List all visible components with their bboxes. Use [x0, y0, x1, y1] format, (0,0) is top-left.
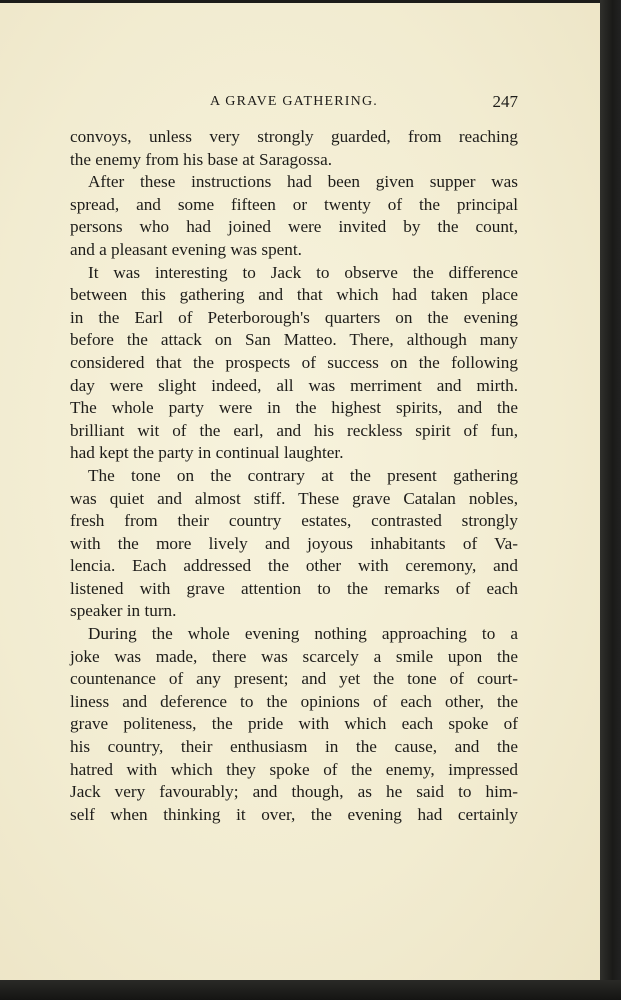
text-line: brilliant wit of the earl, and his reckless spirit of fun,: [70, 420, 518, 440]
text-line: speaker in turn.: [70, 601, 177, 621]
book-page: [0, 3, 600, 980]
text-line: in the Earl of Peterborough's quarters on the evening: [70, 307, 518, 327]
text-line: joke was made, there was scarcely a smile upon the: [70, 646, 518, 666]
text-line: had kept the party in continual laughter.: [70, 443, 344, 463]
text-line: The whole party were in the highest spirits, and the: [70, 398, 518, 418]
book-edge-right: [600, 0, 621, 1000]
text-line: day were slight indeed, all was merriment and mirth.: [70, 375, 518, 395]
text-line: considered that the prospects of success on the following: [70, 352, 518, 372]
text-line: spread, and some fifteen or twenty of the principal: [70, 194, 518, 214]
text-line: hatred with which they spoke of the enemy, impressed: [70, 759, 518, 779]
text-line: countenance of any present; and yet the tone of court-: [70, 669, 518, 689]
text-line: before the attack on San Matteo. There, although many: [70, 330, 518, 350]
text-line: between this gathering and that which had taken place: [70, 285, 518, 305]
text-line: During the whole evening nothing approaching to a: [88, 624, 518, 644]
text-line: self when thinking it over, the evening had certainly: [70, 804, 518, 824]
body-text: [70, 126, 518, 826]
text-line: was quiet and almost stiff. These grave Catalan nobles,: [70, 488, 518, 508]
text-line: convoys, unless very strongly guarded, from reaching: [70, 127, 518, 146]
text-line: grave politeness, the pride with which each spoke of: [70, 714, 518, 734]
text-line: lencia. Each addressed the other with ceremony, and: [70, 556, 518, 576]
text-line: and a pleasant evening was spent.: [70, 239, 302, 259]
text-line: liness and deference to the opinions of each other, the: [70, 691, 518, 711]
text-line: with the more lively and joyous inhabitants of Va-: [70, 533, 518, 553]
running-head: A GRAVE GATHERING.: [210, 94, 378, 109]
text-line: listened with grave attention to the remarks of each: [70, 578, 518, 598]
page-number: 247: [492, 92, 518, 111]
book-edge-bottom: [0, 980, 621, 1000]
text-line: the enemy from his base at Saragossa.: [70, 149, 333, 169]
text-line: his country, their enthusiasm in the cause, and the: [70, 737, 518, 757]
text-line: Jack very favourably; and though, as he said to him-: [70, 782, 518, 802]
text-line: The tone on the contrary at the present gathering: [88, 465, 518, 485]
text-line: persons who had joined were invited by the count,: [70, 217, 518, 237]
text-line: fresh from their country estates, contrasted strongly: [70, 511, 518, 531]
page-header: [70, 92, 518, 112]
text-line: It was interesting to Jack to observe the difference: [88, 262, 518, 282]
text-line: After these instructions had been given supper was: [88, 172, 518, 192]
